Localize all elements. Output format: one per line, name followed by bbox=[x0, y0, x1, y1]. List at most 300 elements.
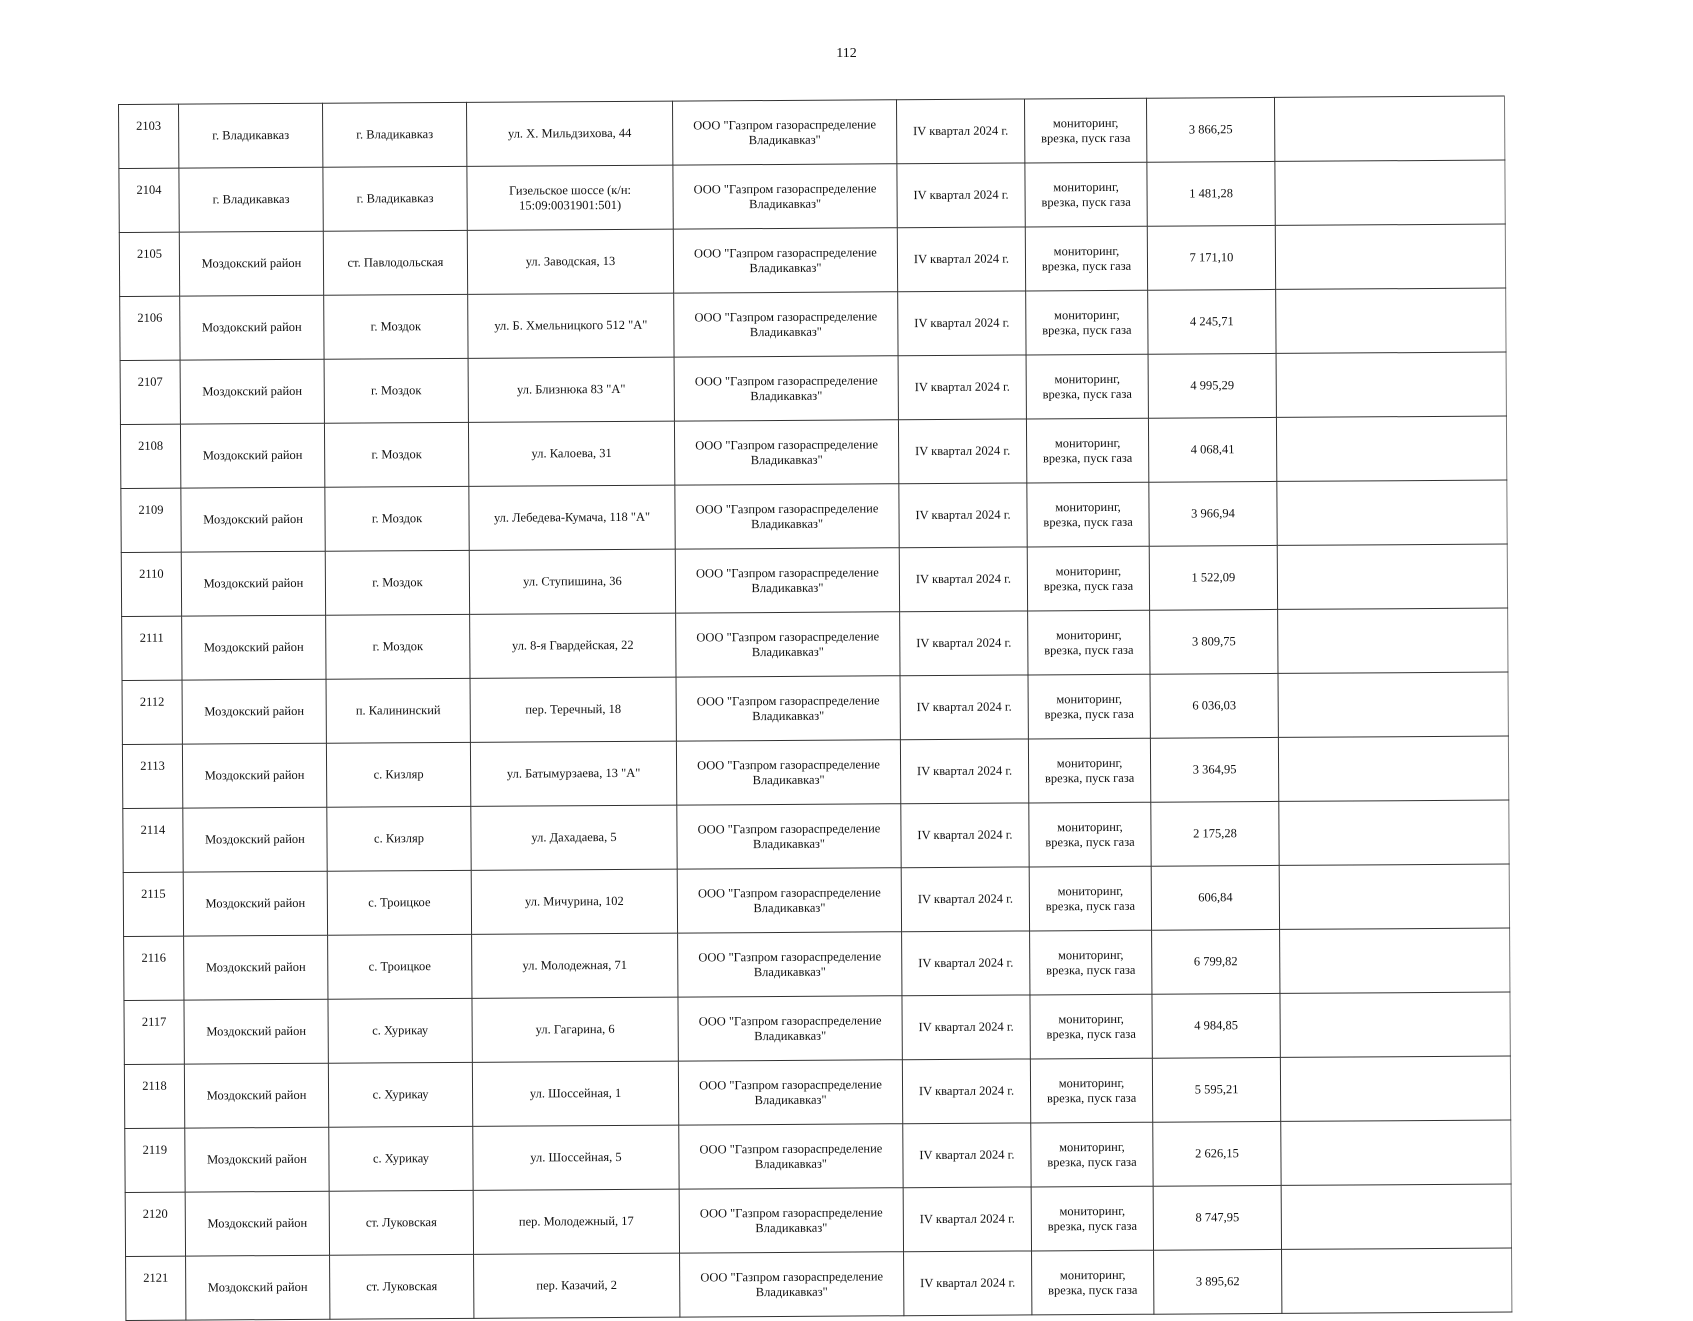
organization-text: ООО "Газпром газораспределение bbox=[695, 564, 879, 580]
period-text: IV квартал 2024 г. bbox=[919, 1211, 1015, 1227]
period-text: IV квартал 2024 г. bbox=[917, 827, 1013, 843]
address-cell bbox=[473, 1125, 679, 1190]
amount-text: 2 626,15 bbox=[1195, 1146, 1239, 1161]
organization-cell bbox=[676, 676, 900, 741]
row-number-text: 2104 bbox=[136, 182, 162, 197]
row-number-cell bbox=[120, 296, 180, 360]
organization-cell bbox=[678, 996, 902, 1061]
organization-cell bbox=[674, 356, 898, 421]
district-cell bbox=[183, 871, 327, 936]
period-text: IV квартал 2024 г. bbox=[918, 1019, 1014, 1035]
amount-cell bbox=[1153, 1121, 1281, 1186]
row-number-cell bbox=[125, 1128, 185, 1192]
district-cell bbox=[181, 551, 325, 616]
organization-text: ООО "Газпром газораспределение bbox=[697, 756, 880, 772]
works-text: врезка, пуск газа bbox=[1048, 1282, 1138, 1297]
address-cell bbox=[467, 229, 673, 294]
locality-cell bbox=[327, 806, 471, 871]
works-text: мониторинг, bbox=[1059, 1139, 1125, 1154]
table-row bbox=[124, 992, 1510, 1064]
table-body bbox=[119, 96, 1512, 1320]
locality-text: п. Калининский bbox=[355, 703, 441, 718]
row-number-cell bbox=[124, 1000, 184, 1064]
row-number-text: 2117 bbox=[141, 1014, 167, 1029]
amount-cell bbox=[1152, 1057, 1280, 1122]
organization-text: ООО "Газпром газораспределение bbox=[699, 1204, 883, 1220]
period-cell bbox=[902, 1059, 1030, 1124]
district-text: Моздокский район bbox=[202, 383, 303, 399]
amount-cell bbox=[1149, 481, 1277, 546]
organization-text: Владикавказ" bbox=[748, 132, 821, 147]
organization-cell bbox=[677, 804, 901, 869]
organization-text: Владикавказ" bbox=[749, 324, 822, 339]
organization-text: ООО "Газпром газораспределение bbox=[693, 244, 877, 260]
row-number-text: 2103 bbox=[136, 118, 162, 133]
locality-text: г. Владикавказ bbox=[356, 127, 434, 142]
district-cell bbox=[186, 1255, 330, 1320]
amount-cell bbox=[1146, 97, 1274, 162]
row-number-cell bbox=[126, 1256, 186, 1320]
locality-cell bbox=[323, 166, 467, 231]
district-cell bbox=[183, 807, 327, 872]
organization-text: Владикавказ" bbox=[752, 772, 825, 787]
period-cell bbox=[899, 483, 1027, 548]
works-text: мониторинг, bbox=[1057, 883, 1124, 898]
works-cell bbox=[1030, 1058, 1152, 1123]
district-text: Моздокский район bbox=[205, 895, 306, 911]
table-row bbox=[122, 736, 1508, 808]
period-text: IV квартал 2024 г. bbox=[916, 699, 1012, 715]
locality-text: ст. Луковская bbox=[366, 1279, 438, 1294]
amount-cell bbox=[1148, 353, 1276, 418]
row-number-text: 2106 bbox=[137, 310, 163, 325]
period-cell bbox=[900, 739, 1028, 804]
organization-text: Владикавказ" bbox=[751, 516, 824, 531]
locality-text: с. Хурикау bbox=[372, 1087, 429, 1102]
organization-text: Владикавказ" bbox=[753, 900, 826, 915]
amount-cell bbox=[1152, 929, 1280, 994]
period-text: IV квартал 2024 г. bbox=[914, 379, 1010, 395]
works-text: мониторинг, bbox=[1057, 819, 1123, 834]
amount-text: 7 171,10 bbox=[1189, 250, 1234, 265]
locality-text: с. Троицкое bbox=[368, 895, 431, 910]
address-text: пер. Казачий, 2 bbox=[536, 1277, 618, 1293]
period-text: IV квартал 2024 г. bbox=[916, 635, 1012, 651]
empty-cell bbox=[1278, 608, 1508, 673]
organization-cell bbox=[673, 164, 897, 229]
address-cell bbox=[472, 1061, 678, 1126]
row-number-cell bbox=[123, 808, 183, 872]
address-text: пер. Молодежный, 17 bbox=[518, 1213, 634, 1229]
works-text: врезка, пуск газа bbox=[1041, 130, 1131, 145]
row-number-cell bbox=[120, 360, 180, 424]
district-cell bbox=[182, 679, 326, 744]
empty-cell bbox=[1278, 672, 1508, 737]
works-cell bbox=[1026, 290, 1148, 355]
table-row bbox=[119, 96, 1505, 168]
period-cell bbox=[897, 163, 1025, 228]
district-cell bbox=[184, 999, 328, 1064]
organization-text: ООО "Газпром газораспределение bbox=[698, 1012, 882, 1028]
gas-connection-table bbox=[118, 96, 1512, 1321]
empty-cell bbox=[1280, 928, 1510, 993]
district-cell bbox=[179, 103, 323, 168]
row-number-cell bbox=[123, 872, 183, 936]
address-cell bbox=[471, 869, 677, 934]
amount-text: 4 995,29 bbox=[1190, 378, 1235, 393]
locality-cell bbox=[325, 550, 469, 615]
period-cell bbox=[898, 355, 1026, 420]
works-cell bbox=[1028, 674, 1150, 739]
locality-cell bbox=[326, 742, 470, 807]
works-cell bbox=[1032, 1250, 1154, 1315]
organization-cell bbox=[679, 1124, 903, 1189]
organization-text: ООО "Газпром газораспределение bbox=[700, 1268, 884, 1284]
locality-cell bbox=[329, 1126, 473, 1191]
table-row bbox=[120, 416, 1506, 488]
works-text: мониторинг, bbox=[1059, 1267, 1126, 1282]
amount-cell bbox=[1150, 673, 1278, 738]
period-cell bbox=[903, 1123, 1031, 1188]
locality-cell bbox=[324, 358, 468, 423]
empty-cell bbox=[1281, 1120, 1511, 1185]
organization-cell bbox=[672, 100, 896, 165]
organization-text: ООО "Газпром газораспределение bbox=[694, 308, 878, 324]
amount-text: 1 481,28 bbox=[1189, 186, 1233, 201]
address-text: ул. Лебедева-Кумача, 118 "А" bbox=[493, 509, 651, 525]
row-number-cell bbox=[121, 552, 181, 616]
empty-cell bbox=[1275, 160, 1505, 225]
empty-cell bbox=[1275, 224, 1505, 289]
district-cell bbox=[184, 935, 328, 1000]
table-row bbox=[123, 864, 1509, 936]
table-row bbox=[122, 672, 1508, 744]
amount-cell bbox=[1148, 289, 1276, 354]
period-text: IV квартал 2024 г. bbox=[913, 123, 1009, 139]
address-cell bbox=[470, 677, 676, 742]
works-text: мониторинг, bbox=[1056, 755, 1123, 770]
table-row bbox=[122, 608, 1508, 680]
row-number-cell bbox=[122, 744, 182, 808]
district-text: Моздокский район bbox=[202, 447, 303, 463]
period-cell bbox=[901, 867, 1029, 932]
period-text: IV квартал 2024 г. bbox=[915, 443, 1011, 459]
amount-text: 6 036,03 bbox=[1192, 698, 1237, 713]
address-cell bbox=[469, 485, 675, 550]
empty-cell bbox=[1277, 544, 1507, 609]
works-text: мониторинг, bbox=[1059, 1203, 1126, 1218]
empty-cell bbox=[1279, 800, 1509, 865]
organization-cell bbox=[678, 1060, 902, 1125]
organization-text: Владикавказ" bbox=[752, 836, 826, 851]
amount-cell bbox=[1154, 1249, 1282, 1314]
district-text: Моздокский район bbox=[207, 1279, 308, 1295]
amount-cell bbox=[1150, 737, 1278, 802]
amount-text: 606,84 bbox=[1198, 890, 1233, 905]
amount-cell bbox=[1150, 609, 1278, 674]
address-text: ул. Дахадаева, 5 bbox=[531, 829, 617, 845]
district-text: Моздокский район bbox=[203, 511, 303, 527]
district-text: г. Владикавказ bbox=[212, 191, 290, 207]
district-text: Моздокский район bbox=[201, 319, 302, 335]
works-text: мониторинг, bbox=[1052, 115, 1119, 130]
period-text: IV квартал 2024 г. bbox=[920, 1275, 1016, 1291]
works-cell bbox=[1026, 418, 1148, 483]
period-text: IV квартал 2024 г. bbox=[919, 1147, 1015, 1163]
address-text: ул. Близнюка 83 "А" bbox=[516, 381, 626, 397]
organization-cell bbox=[675, 484, 899, 549]
locality-cell bbox=[328, 934, 472, 999]
district-text: Моздокский район bbox=[206, 1023, 307, 1039]
table-row bbox=[124, 928, 1510, 1000]
district-cell bbox=[180, 423, 324, 488]
organization-text: ООО "Газпром газораспределение bbox=[693, 180, 877, 196]
works-text: врезка, пуск газа bbox=[1044, 770, 1135, 785]
works-text: мониторинг, bbox=[1054, 435, 1121, 450]
row-number-cell bbox=[124, 1064, 184, 1128]
row-number-text: 2121 bbox=[143, 1270, 169, 1285]
row-number-cell bbox=[122, 680, 182, 744]
locality-text: г. Владикавказ bbox=[356, 191, 434, 206]
address-cell bbox=[468, 357, 674, 422]
organization-text: Владикавказ" bbox=[751, 644, 824, 659]
amount-text: 4 068,41 bbox=[1190, 442, 1235, 457]
organization-cell bbox=[678, 932, 902, 997]
district-text: г. Владикавказ bbox=[212, 127, 290, 143]
table-row bbox=[121, 544, 1507, 616]
works-text: мониторинг, bbox=[1055, 627, 1122, 642]
district-cell bbox=[180, 295, 324, 360]
amount-cell bbox=[1152, 993, 1280, 1058]
table-row bbox=[119, 224, 1505, 296]
works-text: мониторинг, bbox=[1057, 947, 1124, 962]
address-text: пер. Теречный, 18 bbox=[525, 701, 622, 717]
period-text: IV квартал 2024 г. bbox=[913, 251, 1010, 267]
address-text: ул. Калоева, 31 bbox=[531, 445, 612, 461]
amount-text: 1 522,09 bbox=[1191, 570, 1236, 585]
district-text: Моздокский район bbox=[203, 575, 304, 591]
organization-cell bbox=[676, 612, 900, 677]
address-cell bbox=[472, 933, 678, 998]
district-text: Моздокский район bbox=[207, 1215, 308, 1231]
works-cell bbox=[1029, 866, 1151, 931]
amount-text: 3 809,75 bbox=[1191, 634, 1236, 649]
address-text: ул. Заводская, 13 bbox=[525, 253, 616, 269]
amount-cell bbox=[1148, 417, 1276, 482]
address-text: ул. Ступишина, 36 bbox=[523, 573, 622, 589]
amount-text: 8 747,95 bbox=[1195, 1210, 1240, 1225]
empty-cell bbox=[1276, 288, 1506, 353]
period-text: IV квартал 2024 г. bbox=[918, 1083, 1015, 1099]
locality-text: с. Троицкое bbox=[368, 959, 431, 974]
locality-text: с. Хурикау bbox=[372, 1023, 429, 1038]
locality-cell bbox=[327, 870, 471, 935]
period-text: IV квартал 2024 г. bbox=[918, 955, 1014, 971]
row-number-text: 2118 bbox=[142, 1078, 167, 1093]
locality-cell bbox=[330, 1254, 474, 1319]
works-text: мониторинг, bbox=[1056, 691, 1122, 706]
address-cell bbox=[470, 613, 676, 678]
works-cell bbox=[1031, 1186, 1153, 1251]
address-text: ул. Х. Мильдзихова, 44 bbox=[507, 125, 632, 141]
locality-text: ст. Павлодольская bbox=[347, 255, 444, 270]
organization-text: ООО "Газпром газораспределение bbox=[695, 500, 879, 516]
amount-text: 2 175,28 bbox=[1193, 826, 1237, 841]
district-text: Моздокский район bbox=[204, 767, 305, 783]
period-cell bbox=[900, 675, 1028, 740]
district-cell bbox=[182, 743, 326, 808]
table-row bbox=[124, 1056, 1510, 1128]
amount-text: 5 595,21 bbox=[1194, 1082, 1239, 1097]
empty-cell bbox=[1282, 1248, 1512, 1313]
amount-text: 3 966,94 bbox=[1191, 506, 1235, 521]
address-text: ул. Гагарина, 6 bbox=[535, 1021, 615, 1037]
empty-cell bbox=[1279, 864, 1509, 929]
amount-cell bbox=[1147, 225, 1275, 290]
locality-cell bbox=[324, 294, 468, 359]
works-text: врезка, пуск газа bbox=[1047, 1218, 1138, 1233]
locality-text: г. Моздок bbox=[370, 319, 422, 334]
district-text: Моздокский район bbox=[206, 1087, 307, 1103]
organization-text: Владикавказ" bbox=[754, 1028, 827, 1043]
period-cell bbox=[903, 1187, 1031, 1252]
district-cell bbox=[185, 1191, 329, 1256]
amount-cell bbox=[1151, 865, 1279, 930]
row-number-text: 2116 bbox=[141, 950, 167, 965]
address-cell bbox=[467, 165, 673, 230]
row-number-text: 2119 bbox=[142, 1142, 168, 1157]
period-text: IV квартал 2024 г. bbox=[915, 571, 1012, 587]
period-cell bbox=[896, 99, 1024, 164]
works-text: мониторинг, bbox=[1053, 307, 1120, 322]
empty-cell bbox=[1277, 480, 1507, 545]
works-text: врезка, пуск газа bbox=[1044, 706, 1134, 721]
amount-text: 6 799,82 bbox=[1193, 954, 1238, 969]
address-cell bbox=[471, 805, 677, 870]
works-text: мониторинг, bbox=[1055, 563, 1122, 578]
period-cell bbox=[898, 291, 1026, 356]
row-number-text: 2110 bbox=[139, 566, 164, 581]
row-number-text: 2114 bbox=[140, 822, 166, 837]
district-text: Моздокский район bbox=[205, 831, 305, 847]
organization-text: Владикавказ" bbox=[753, 964, 826, 979]
district-text: Моздокский район bbox=[205, 959, 306, 975]
address-cell bbox=[468, 421, 674, 486]
period-cell bbox=[901, 803, 1029, 868]
works-text: врезка, пуск газа bbox=[1043, 578, 1134, 593]
organization-text: ООО "Газпром газораспределение bbox=[697, 820, 881, 836]
organization-text: ООО "Газпром газораспределение bbox=[694, 372, 878, 388]
period-cell bbox=[902, 931, 1030, 996]
address-cell bbox=[474, 1253, 680, 1318]
amount-text: 4 984,85 bbox=[1194, 1018, 1239, 1033]
district-text: Моздокский район bbox=[203, 639, 304, 655]
table-row bbox=[120, 288, 1506, 360]
works-text: врезка, пуск газа bbox=[1042, 322, 1132, 337]
locality-cell bbox=[326, 678, 470, 743]
row-number-text: 2113 bbox=[140, 758, 165, 773]
works-text: врезка, пуск газа bbox=[1041, 194, 1131, 209]
organization-cell bbox=[675, 548, 899, 613]
address-text: Гизельское шоссе (к/н: 15:09:0031901:501) bbox=[509, 182, 632, 213]
row-number-cell bbox=[119, 168, 179, 232]
organization-text: ООО "Газпром газораспределение bbox=[697, 884, 881, 900]
period-cell bbox=[897, 227, 1025, 292]
row-number-cell bbox=[120, 424, 180, 488]
empty-cell bbox=[1280, 992, 1510, 1057]
row-number-cell bbox=[125, 1192, 185, 1256]
empty-cell bbox=[1281, 1184, 1511, 1249]
period-text: IV квартал 2024 г. bbox=[916, 763, 1013, 779]
works-text: мониторинг, bbox=[1053, 243, 1120, 258]
works-text: мониторинг, bbox=[1058, 1075, 1125, 1090]
empty-cell bbox=[1274, 96, 1504, 161]
period-cell bbox=[900, 611, 1028, 676]
period-text: IV квартал 2024 г. bbox=[917, 891, 1013, 907]
row-number-cell bbox=[122, 616, 182, 680]
organization-text: ООО "Газпром газораспределение bbox=[696, 692, 880, 708]
organization-text: Владикавказ" bbox=[750, 388, 823, 403]
works-cell bbox=[1028, 610, 1150, 675]
locality-cell bbox=[328, 1062, 472, 1127]
works-text: врезка, пуск газа bbox=[1042, 450, 1133, 465]
organization-cell bbox=[676, 740, 900, 805]
organization-text: ООО "Газпром газораспределение bbox=[698, 948, 882, 964]
works-text: врезка, пуск газа bbox=[1044, 642, 1134, 657]
locality-cell bbox=[324, 422, 468, 487]
district-cell bbox=[184, 1063, 328, 1128]
works-text: врезка, пуск газа bbox=[1045, 834, 1135, 849]
works-text: мониторинг, bbox=[1058, 1011, 1124, 1026]
works-text: мониторинг, bbox=[1053, 179, 1119, 194]
table-row bbox=[120, 352, 1506, 424]
district-text: Моздокский район bbox=[201, 255, 302, 271]
amount-text: 4 245,71 bbox=[1189, 314, 1234, 329]
address-cell bbox=[472, 997, 678, 1062]
locality-text: г. Моздок bbox=[372, 639, 424, 654]
works-text: врезка, пуск газа bbox=[1047, 1154, 1137, 1169]
table-row bbox=[121, 480, 1507, 552]
empty-cell bbox=[1280, 1056, 1510, 1121]
locality-cell bbox=[322, 102, 466, 167]
locality-text: ст. Луковская bbox=[365, 1215, 437, 1230]
works-cell bbox=[1028, 738, 1150, 803]
row-number-text: 2111 bbox=[139, 630, 164, 645]
row-number-cell bbox=[119, 104, 179, 168]
table-row bbox=[119, 160, 1505, 232]
amount-cell bbox=[1149, 545, 1277, 610]
period-cell bbox=[902, 995, 1030, 1060]
table-row bbox=[126, 1248, 1512, 1320]
organization-text: ООО "Газпром газораспределение bbox=[696, 628, 880, 644]
organization-text: Владикавказ" bbox=[749, 196, 822, 211]
organization-text: Владикавказ" bbox=[755, 1220, 828, 1235]
district-text: Моздокский район bbox=[207, 1151, 307, 1167]
address-text: ул. 8-я Гвардейская, 22 bbox=[511, 637, 634, 653]
works-text: врезка, пуск газа bbox=[1042, 386, 1132, 401]
address-text: ул. Молодежная, 71 bbox=[522, 957, 628, 973]
address-text: ул. Мичурина, 102 bbox=[524, 893, 624, 909]
district-cell bbox=[185, 1127, 329, 1192]
works-text: врезка, пуск газа bbox=[1041, 258, 1132, 273]
works-text: врезка, пуск газа bbox=[1046, 962, 1136, 977]
district-cell bbox=[180, 359, 324, 424]
empty-cell bbox=[1276, 352, 1506, 417]
organization-text: Владикавказ" bbox=[751, 580, 824, 595]
row-number-text: 2109 bbox=[138, 502, 164, 517]
table-row bbox=[123, 800, 1509, 872]
amount-cell bbox=[1151, 801, 1279, 866]
